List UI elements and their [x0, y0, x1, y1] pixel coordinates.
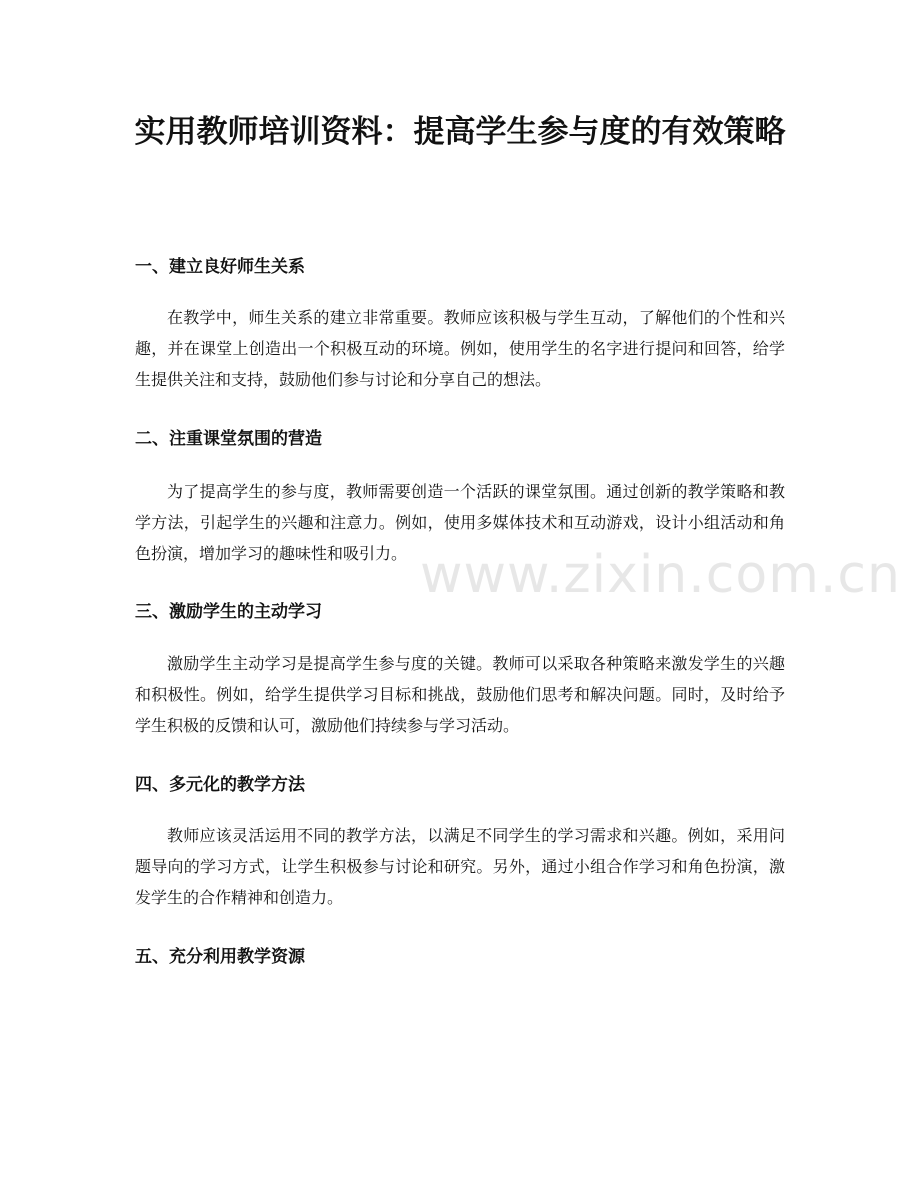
- section-paragraph: 教师应该灵活运用不同的教学方法，以满足不同学生的学习需求和兴趣。例如，采用问题导向的学习方式，让学生积极参与讨论和研究。另外，通过小组合作学习和角色扮演，激发学生的合作精神和创造力。: [135, 826, 785, 907]
- section-heading: 三、激励学生的主动学习: [135, 602, 322, 622]
- section-heading: 一、建立良好师生关系: [135, 257, 305, 277]
- section-paragraph: 为了提高学生的参与度，教师需要创造一个活跃的课堂氛围。通过创新的教学策略和教学方法，引起学生的兴趣和注意力。例如，使用多媒体技术和互动游戏，设计小组活动和角色扮演，增加学习的趣味性和吸引力。: [135, 482, 785, 563]
- section-paragraph: 激励学生主动学习是提高学生参与度的关键。教师可以采取各种策略来激发学生的兴趣和积极性。例如，给学生提供学习目标和挑战，鼓励他们思考和解决问题。同时，及时给予学生积极的反馈和认可，激励他们持续参与学习活动。: [135, 654, 785, 735]
- section-heading: 二、注重课堂氛围的营造: [135, 429, 322, 449]
- section-paragraph: 在教学中，师生关系的建立非常重要。教师应该积极与学生互动，了解他们的个性和兴趣，并在课堂上创造出一个积极互动的环境。例如，使用学生的名字进行提问和回答，给学生提供关注和支持，鼓励他们参与讨论和分享自己的想法。: [135, 308, 785, 389]
- section-heading: 四、多元化的教学方法: [135, 775, 305, 795]
- watermark: www.zixin.com.cn: [420, 545, 901, 605]
- document-title: 实用教师培训资料：提高学生参与度的有效策略: [134, 114, 786, 150]
- section-heading: 五、充分利用教学资源: [135, 947, 305, 967]
